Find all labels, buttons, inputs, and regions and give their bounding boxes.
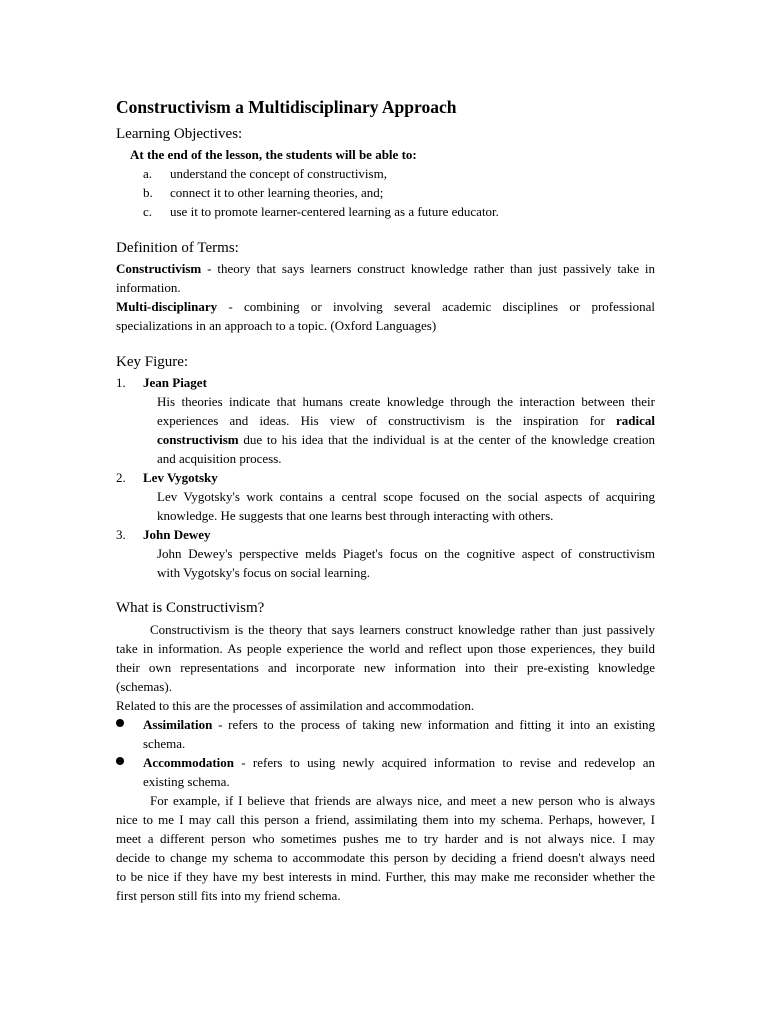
term-constructivism: Constructivism: [116, 261, 202, 276]
piaget-line-3: constructivism due to his idea that the individual is at the center of the knowledge creation: [157, 432, 655, 447]
objective-item-b: connect it to other learning theories, and;: [170, 185, 384, 200]
term-multidisciplinary: Multi-disciplinary: [116, 299, 218, 314]
figure-number-1: 1.: [116, 375, 126, 390]
term-accommodation: Accommodation: [143, 755, 234, 770]
objective-marker-b: b.: [143, 185, 153, 200]
bullet-assimilation: [116, 719, 124, 727]
figure-number-2: 2.: [116, 470, 126, 485]
what-related: Related to this are the processes of assimilation and accommodation.: [116, 698, 475, 713]
accommodation-line-2: existing schema.: [143, 774, 230, 789]
definition-multidisciplinary-cont: specializations in an approach to a topic. (Oxford Languages): [116, 318, 437, 333]
figure-number-3: 3.: [116, 527, 126, 542]
example-line-1: For example, if I believe that friends are always nice, and meet a new person who is always: [150, 793, 655, 808]
definition-constructivism-cont: information.: [116, 280, 181, 295]
figure-name-dewey: John Dewey: [143, 527, 211, 542]
example-line-4: decide to change my schema to accommodate this person by deciding a friend doesn't always need: [116, 850, 655, 865]
key-figure-heading: Key Figure:: [116, 354, 189, 370]
vygotsky-line-1: Lev Vygotsky's work contains a central scope focused on the social aspects of acquiring: [157, 489, 655, 504]
assimilation-line-1: Assimilation - refers to the process of taking new information and fitting it into an existing: [143, 717, 655, 732]
what-p1-line-1: Constructivism is the theory that says learners construct knowledge rather than just passively: [150, 622, 655, 637]
piaget-line-2: experiences and ideas. His view of constructivism is the inspiration for radical: [157, 413, 655, 428]
objective-item-c: use it to promote learner-centered learning as a future educator.: [170, 204, 499, 219]
vygotsky-line-2: knowledge. He suggests that one learns best through interacting with others.: [157, 508, 554, 523]
figure-name-vygotsky: Lev Vygotsky: [143, 470, 218, 485]
bullet-accommodation: [116, 757, 124, 765]
definition-multidisciplinary: Multi-disciplinary - combining or involving several academic disciplines or professional: [116, 299, 655, 314]
dewey-line-1: John Dewey's perspective melds Piaget's focus on the cognitive aspect of constructivism: [157, 546, 655, 561]
accommodation-line-1: Accommodation - refers to using newly acquired information to revise and redevelop an: [143, 755, 655, 770]
piaget-line-4: and acquisition process.: [157, 451, 282, 466]
definitions-heading: Definition of Terms:: [116, 240, 239, 256]
example-line-2: nice to me I may call this person a friend, assimilating them into my schema. Perhaps, however, I: [116, 812, 655, 827]
piaget-line-1: His theories indicate that humans create knowledge through the interaction between their: [157, 394, 655, 409]
example-line-5: to be nice if they have my best interests in mind. Further, this may make me reconsider whether the: [116, 869, 655, 884]
objectives-heading: Learning Objectives:: [116, 126, 243, 142]
objective-marker-a: a.: [143, 166, 153, 181]
assimilation-line-2: schema.: [143, 736, 186, 751]
objective-marker-c: c.: [143, 204, 153, 219]
what-p1-line-2: take in information. As people experience the world and reflect upon those experiences, they build: [116, 641, 655, 656]
what-heading: What is Constructivism?: [116, 600, 265, 616]
what-p1-line-3: their own representations and incorporate new information into their pre-existing knowledge: [116, 660, 655, 675]
document-title: Constructivism a Multidisciplinary Approach: [116, 97, 457, 117]
figure-name-piaget: Jean Piaget: [143, 375, 207, 390]
example-line-6: first person still fits into my friend schema.: [116, 888, 341, 903]
term-assimilation: Assimilation: [143, 717, 213, 732]
definition-constructivism: Constructivism - theory that says learners construct knowledge rather than just passively take in: [116, 261, 655, 276]
example-line-3: meet a different person who sometimes pushes me to try harder and is not always nice. I may: [116, 831, 655, 846]
objective-item-a: understand the concept of constructivism,: [170, 166, 387, 181]
what-p1-line-4: (schemas).: [116, 679, 172, 694]
dewey-line-2: with Vygotsky's focus on social learning.: [157, 565, 370, 580]
objectives-intro: At the end of the lesson, the students will be able to:: [130, 147, 417, 162]
